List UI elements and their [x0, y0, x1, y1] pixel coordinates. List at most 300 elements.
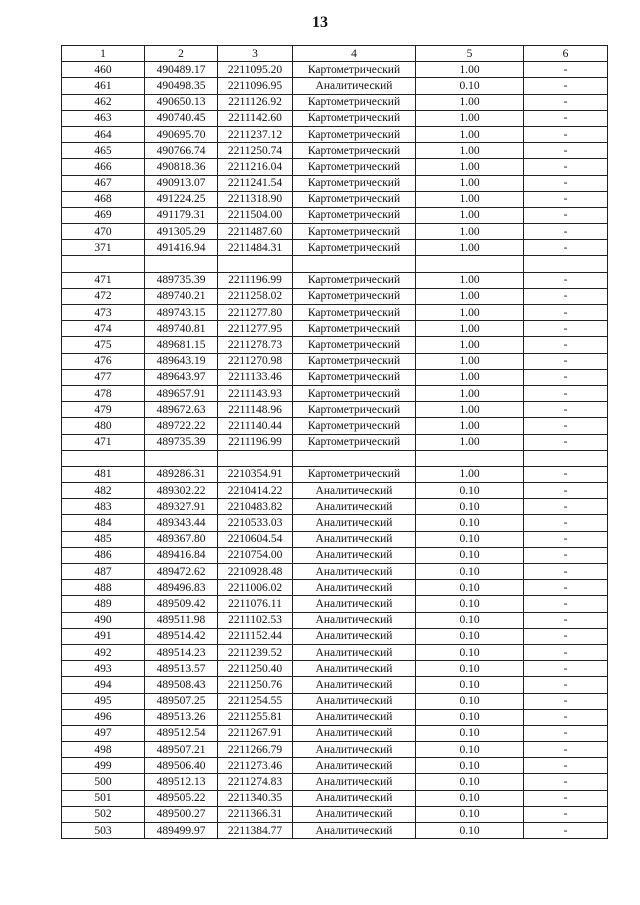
table-cell: 0.10 — [416, 644, 524, 660]
table-cell: - — [524, 191, 608, 207]
table-cell: 2210928.48 — [218, 564, 293, 580]
table-cell: 2211096.95 — [218, 78, 293, 94]
table-cell: 2211266.79 — [218, 742, 293, 758]
table-cell: - — [524, 126, 608, 142]
table-cell: 2210483.82 — [218, 499, 293, 515]
table-cell: 489513.57 — [145, 661, 218, 677]
table-cell: 0.10 — [416, 499, 524, 515]
table-cell: 489681.15 — [145, 337, 218, 353]
table-cell: 0.10 — [416, 693, 524, 709]
table-row — [62, 143, 608, 159]
table-cell: 489513.26 — [145, 709, 218, 725]
table-row — [62, 774, 608, 790]
table-cell: 469 — [62, 207, 145, 223]
table-cell: 464 — [62, 126, 145, 142]
table-cell: - — [524, 531, 608, 547]
table-cell: 0.10 — [416, 725, 524, 741]
table-cell: 487 — [62, 564, 145, 580]
table-row — [62, 693, 608, 709]
table-row — [62, 126, 608, 142]
table-cell: 2211241.54 — [218, 175, 293, 191]
table-cell: 2211102.53 — [218, 612, 293, 628]
table-cell: 466 — [62, 159, 145, 175]
table-cell: 0.10 — [416, 612, 524, 628]
table-cell: - — [524, 709, 608, 725]
table-cell: Аналитический — [293, 547, 416, 563]
table-row — [62, 758, 608, 774]
table-cell: 467 — [62, 175, 145, 191]
table-header-row — [62, 46, 608, 62]
table-row — [62, 418, 608, 434]
table-cell: Картометрический — [293, 94, 416, 110]
table-cell: 0.10 — [416, 806, 524, 822]
table-cell: 486 — [62, 547, 145, 563]
table-cell: - — [524, 110, 608, 126]
table-cell: Аналитический — [293, 709, 416, 725]
table-cell: - — [524, 94, 608, 110]
table-row — [62, 677, 608, 693]
table-cell: 1.00 — [416, 94, 524, 110]
table-cell: 489735.39 — [145, 434, 218, 450]
table-cell: 489657.91 — [145, 385, 218, 401]
table-cell: Картометрический — [293, 62, 416, 78]
table-cell: 502 — [62, 806, 145, 822]
table-row — [62, 175, 608, 191]
table-cell: 490818.36 — [145, 159, 218, 175]
table-cell: 478 — [62, 385, 145, 401]
table-cell: Картометрический — [293, 418, 416, 434]
table-cell: 2211250.76 — [218, 677, 293, 693]
table-cell: Картометрический — [293, 191, 416, 207]
table-cell: 2211126.92 — [218, 94, 293, 110]
table-cell: - — [524, 677, 608, 693]
table-cell: 1.00 — [416, 305, 524, 321]
table-cell: Картометрический — [293, 240, 416, 256]
table-cell: 489506.40 — [145, 758, 218, 774]
table-cell: 489416.84 — [145, 547, 218, 563]
table-cell: 1.00 — [416, 385, 524, 401]
table-cell: 497 — [62, 725, 145, 741]
table-cell: 2210604.54 — [218, 531, 293, 547]
table-cell: 2211340.35 — [218, 790, 293, 806]
table-row — [62, 62, 608, 78]
table-cell: Аналитический — [293, 596, 416, 612]
table-cell: 489472.62 — [145, 564, 218, 580]
table-row — [62, 434, 608, 450]
table-cell: Аналитический — [293, 806, 416, 822]
table-cell: 490913.07 — [145, 175, 218, 191]
table-cell: 465 — [62, 143, 145, 159]
table-cell: 491305.29 — [145, 224, 218, 240]
table-cell: 0.10 — [416, 677, 524, 693]
table-cell: Аналитический — [293, 661, 416, 677]
table-cell: 489740.81 — [145, 321, 218, 337]
table-cell: 0.10 — [416, 515, 524, 531]
table-cell: - — [524, 353, 608, 369]
table-cell: Картометрический — [293, 110, 416, 126]
table-cell: 1.00 — [416, 110, 524, 126]
table-cell: 489327.91 — [145, 499, 218, 515]
table-row — [62, 742, 608, 758]
table-cell: 489367.80 — [145, 531, 218, 547]
column-header: 5 — [416, 46, 524, 62]
table-cell: 1.00 — [416, 62, 524, 78]
table-cell: 2210354.91 — [218, 466, 293, 482]
table-cell: - — [524, 823, 608, 839]
table-cell: Аналитический — [293, 790, 416, 806]
table-cell: 0.10 — [416, 564, 524, 580]
table-cell: 501 — [62, 790, 145, 806]
column-header: 6 — [524, 46, 608, 62]
table-cell: Аналитический — [293, 693, 416, 709]
table-cell: Аналитический — [293, 823, 416, 839]
table-cell: - — [524, 224, 608, 240]
table-cell: - — [524, 806, 608, 822]
table-cell: 2211148.96 — [218, 402, 293, 418]
table-cell: 489511.98 — [145, 612, 218, 628]
table-row — [62, 580, 608, 596]
table-cell: 489512.54 — [145, 725, 218, 741]
table-cell: 2211239.52 — [218, 644, 293, 660]
table-row — [62, 191, 608, 207]
table-cell — [293, 256, 416, 272]
table-cell: 2211318.90 — [218, 191, 293, 207]
table-cell: Картометрический — [293, 143, 416, 159]
table-cell: 2211152.44 — [218, 628, 293, 644]
table-cell: 489507.25 — [145, 693, 218, 709]
table-row — [62, 644, 608, 660]
column-header: 1 — [62, 46, 145, 62]
table-cell: 477 — [62, 369, 145, 385]
table-cell: - — [524, 547, 608, 563]
table-cell: 1.00 — [416, 288, 524, 304]
table-cell: - — [524, 143, 608, 159]
table-cell: 481 — [62, 466, 145, 482]
table-cell: 1.00 — [416, 353, 524, 369]
table-row — [62, 385, 608, 401]
table-cell: 1.00 — [416, 369, 524, 385]
table-cell: 490650.13 — [145, 94, 218, 110]
table-cell: 489508.43 — [145, 677, 218, 693]
table-cell: 2211133.46 — [218, 369, 293, 385]
table-cell: 1.00 — [416, 224, 524, 240]
table-cell: 1.00 — [416, 272, 524, 288]
table-cell: 471 — [62, 272, 145, 288]
table-cell: 489286.31 — [145, 466, 218, 482]
table-cell — [218, 256, 293, 272]
table-cell: 2211278.73 — [218, 337, 293, 353]
table-cell: 1.00 — [416, 143, 524, 159]
table-cell: 492 — [62, 644, 145, 660]
table-cell: 480 — [62, 418, 145, 434]
table-row — [62, 823, 608, 839]
table-cell: 498 — [62, 742, 145, 758]
table-cell: - — [524, 596, 608, 612]
table-cell: 2210533.03 — [218, 515, 293, 531]
table-cell: 2211277.80 — [218, 305, 293, 321]
table-cell: - — [524, 564, 608, 580]
table-cell: 482 — [62, 483, 145, 499]
table-cell: 2211270.98 — [218, 353, 293, 369]
column-header: 3 — [218, 46, 293, 62]
table-cell: 0.10 — [416, 790, 524, 806]
table-row — [62, 725, 608, 741]
table-cell: 461 — [62, 78, 145, 94]
table-cell: 2211142.60 — [218, 110, 293, 126]
table-cell: Аналитический — [293, 644, 416, 660]
table-cell: 503 — [62, 823, 145, 839]
table-cell: 0.10 — [416, 758, 524, 774]
table-row — [62, 531, 608, 547]
table-cell: 2211237.12 — [218, 126, 293, 142]
table-cell: 470 — [62, 224, 145, 240]
table-row — [62, 110, 608, 126]
table-cell: 1.00 — [416, 321, 524, 337]
table-cell: 489672.63 — [145, 402, 218, 418]
table-cell: 2211255.81 — [218, 709, 293, 725]
table-row — [62, 159, 608, 175]
table-row — [62, 596, 608, 612]
table-cell: - — [524, 612, 608, 628]
table-cell: 1.00 — [416, 175, 524, 191]
table-cell: 494 — [62, 677, 145, 693]
table-cell: 2211006.02 — [218, 580, 293, 596]
table-cell: 0.10 — [416, 742, 524, 758]
table-cell: 371 — [62, 240, 145, 256]
table-cell: 2211267.91 — [218, 725, 293, 741]
table-cell: 463 — [62, 110, 145, 126]
table-cell: 2211274.83 — [218, 774, 293, 790]
table-cell: 479 — [62, 402, 145, 418]
table-cell: Картометрический — [293, 353, 416, 369]
table-row — [62, 806, 608, 822]
table-cell: - — [524, 369, 608, 385]
table-row — [62, 321, 608, 337]
table-cell: Аналитический — [293, 758, 416, 774]
table-cell: Аналитический — [293, 742, 416, 758]
table-cell: 2211277.95 — [218, 321, 293, 337]
table-cell: 1.00 — [416, 337, 524, 353]
table-cell: Аналитический — [293, 580, 416, 596]
table-row — [62, 628, 608, 644]
table-cell: 471 — [62, 434, 145, 450]
table-row — [62, 450, 608, 466]
table-cell: 2210754.00 — [218, 547, 293, 563]
table-row — [62, 466, 608, 482]
table-row — [62, 515, 608, 531]
table-cell: 474 — [62, 321, 145, 337]
table-cell: 472 — [62, 288, 145, 304]
table-cell: - — [524, 78, 608, 94]
table-cell: 485 — [62, 531, 145, 547]
table-cell: 1.00 — [416, 191, 524, 207]
table-row — [62, 337, 608, 353]
table-cell: 2211196.99 — [218, 434, 293, 450]
table-cell: - — [524, 337, 608, 353]
table-cell: - — [524, 742, 608, 758]
table-cell: - — [524, 288, 608, 304]
table-row — [62, 402, 608, 418]
table-cell: - — [524, 661, 608, 677]
table-cell: 2211143.93 — [218, 385, 293, 401]
table-cell: - — [524, 418, 608, 434]
table-cell: 490 — [62, 612, 145, 628]
table-cell: 489722.22 — [145, 418, 218, 434]
table-cell: 496 — [62, 709, 145, 725]
table-cell: 1.00 — [416, 434, 524, 450]
table-cell: 491179.31 — [145, 207, 218, 223]
table-cell: 489512.13 — [145, 774, 218, 790]
table-cell: 489514.23 — [145, 644, 218, 660]
table-cell: 2211484.31 — [218, 240, 293, 256]
table-row — [62, 661, 608, 677]
table-cell: 475 — [62, 337, 145, 353]
table-cell: Аналитический — [293, 725, 416, 741]
table-cell: 491 — [62, 628, 145, 644]
table-cell — [145, 450, 218, 466]
table-cell: 2211504.00 — [218, 207, 293, 223]
table-cell: Картометрический — [293, 288, 416, 304]
table-cell: - — [524, 321, 608, 337]
table-cell: Аналитический — [293, 677, 416, 693]
table-cell: Аналитический — [293, 483, 416, 499]
table-cell: Аналитический — [293, 499, 416, 515]
table-cell: 0.10 — [416, 661, 524, 677]
table-cell — [62, 256, 145, 272]
table-row — [62, 499, 608, 515]
column-header: 4 — [293, 46, 416, 62]
table-cell: 489302.22 — [145, 483, 218, 499]
table-cell: - — [524, 272, 608, 288]
table-cell: 489740.21 — [145, 288, 218, 304]
table-cell: 489500.27 — [145, 806, 218, 822]
table-row — [62, 272, 608, 288]
table-cell: - — [524, 628, 608, 644]
table-cell: 2210414.22 — [218, 483, 293, 499]
table-cell: Картометрический — [293, 369, 416, 385]
table-cell — [524, 450, 608, 466]
table-cell: Картометрический — [293, 434, 416, 450]
table-cell: Аналитический — [293, 78, 416, 94]
table-cell: - — [524, 725, 608, 741]
table-cell: 489505.22 — [145, 790, 218, 806]
table-cell: Картометрический — [293, 224, 416, 240]
table-row — [62, 224, 608, 240]
table-cell: 489 — [62, 596, 145, 612]
table-cell — [145, 256, 218, 272]
table-cell: Аналитический — [293, 628, 416, 644]
table-row — [62, 564, 608, 580]
table-row — [62, 256, 608, 272]
table-cell: - — [524, 207, 608, 223]
table-cell: - — [524, 175, 608, 191]
table-cell: 0.10 — [416, 774, 524, 790]
table-row — [62, 483, 608, 499]
table-cell: 489343.44 — [145, 515, 218, 531]
table-cell: 0.10 — [416, 531, 524, 547]
table-row — [62, 369, 608, 385]
table-cell: 0.10 — [416, 596, 524, 612]
table-cell: 1.00 — [416, 159, 524, 175]
table-cell: Аналитический — [293, 564, 416, 580]
table-cell: 0.10 — [416, 580, 524, 596]
table-cell: 1.00 — [416, 466, 524, 482]
table-cell: 0.10 — [416, 628, 524, 644]
table-cell: Картометрический — [293, 305, 416, 321]
table-cell: 484 — [62, 515, 145, 531]
table-cell: 2211254.55 — [218, 693, 293, 709]
table-cell: 2211076.11 — [218, 596, 293, 612]
table-row — [62, 547, 608, 563]
table-cell: - — [524, 515, 608, 531]
table-cell: Картометрический — [293, 175, 416, 191]
table-row — [62, 207, 608, 223]
table-cell: 2211140.44 — [218, 418, 293, 434]
table-cell: 2211196.99 — [218, 272, 293, 288]
table-cell: Аналитический — [293, 774, 416, 790]
table-cell: Картометрический — [293, 126, 416, 142]
table-cell: 2211487.60 — [218, 224, 293, 240]
table-cell: - — [524, 240, 608, 256]
table-cell: 488 — [62, 580, 145, 596]
table-cell: Картометрический — [293, 337, 416, 353]
table-cell: 476 — [62, 353, 145, 369]
table-row — [62, 288, 608, 304]
table-row — [62, 790, 608, 806]
table-cell: - — [524, 644, 608, 660]
table-cell: 2211384.77 — [218, 823, 293, 839]
table-cell: 1.00 — [416, 240, 524, 256]
table-cell: 2211250.40 — [218, 661, 293, 677]
table-cell: 491224.25 — [145, 191, 218, 207]
table-cell: - — [524, 466, 608, 482]
table-cell: 0.10 — [416, 709, 524, 725]
table-cell: 489496.83 — [145, 580, 218, 596]
table-cell: - — [524, 483, 608, 499]
table-cell: Картометрический — [293, 385, 416, 401]
table-cell: 489499.97 — [145, 823, 218, 839]
table-cell: 489643.97 — [145, 369, 218, 385]
table-cell: Картометрический — [293, 321, 416, 337]
table-cell: 490766.74 — [145, 143, 218, 159]
table-cell: 493 — [62, 661, 145, 677]
table-cell: - — [524, 402, 608, 418]
table-row — [62, 240, 608, 256]
table-cell: 460 — [62, 62, 145, 78]
table-cell: 489514.42 — [145, 628, 218, 644]
table-cell: - — [524, 580, 608, 596]
table-cell: 2211366.31 — [218, 806, 293, 822]
table-cell: 490498.35 — [145, 78, 218, 94]
table-cell: 483 — [62, 499, 145, 515]
table-cell: 2211216.04 — [218, 159, 293, 175]
column-header: 2 — [145, 46, 218, 62]
table-cell: 491416.94 — [145, 240, 218, 256]
table-cell: Аналитический — [293, 515, 416, 531]
table-body — [62, 62, 608, 839]
table-cell: 495 — [62, 693, 145, 709]
table-cell: Аналитический — [293, 612, 416, 628]
table-cell: 489643.19 — [145, 353, 218, 369]
table-cell: - — [524, 434, 608, 450]
table-cell: 489743.15 — [145, 305, 218, 321]
table-cell — [293, 450, 416, 466]
coordinates-table — [61, 45, 608, 839]
table-cell: - — [524, 159, 608, 175]
table-cell: Аналитический — [293, 531, 416, 547]
table-cell: Картометрический — [293, 402, 416, 418]
table-cell: - — [524, 790, 608, 806]
